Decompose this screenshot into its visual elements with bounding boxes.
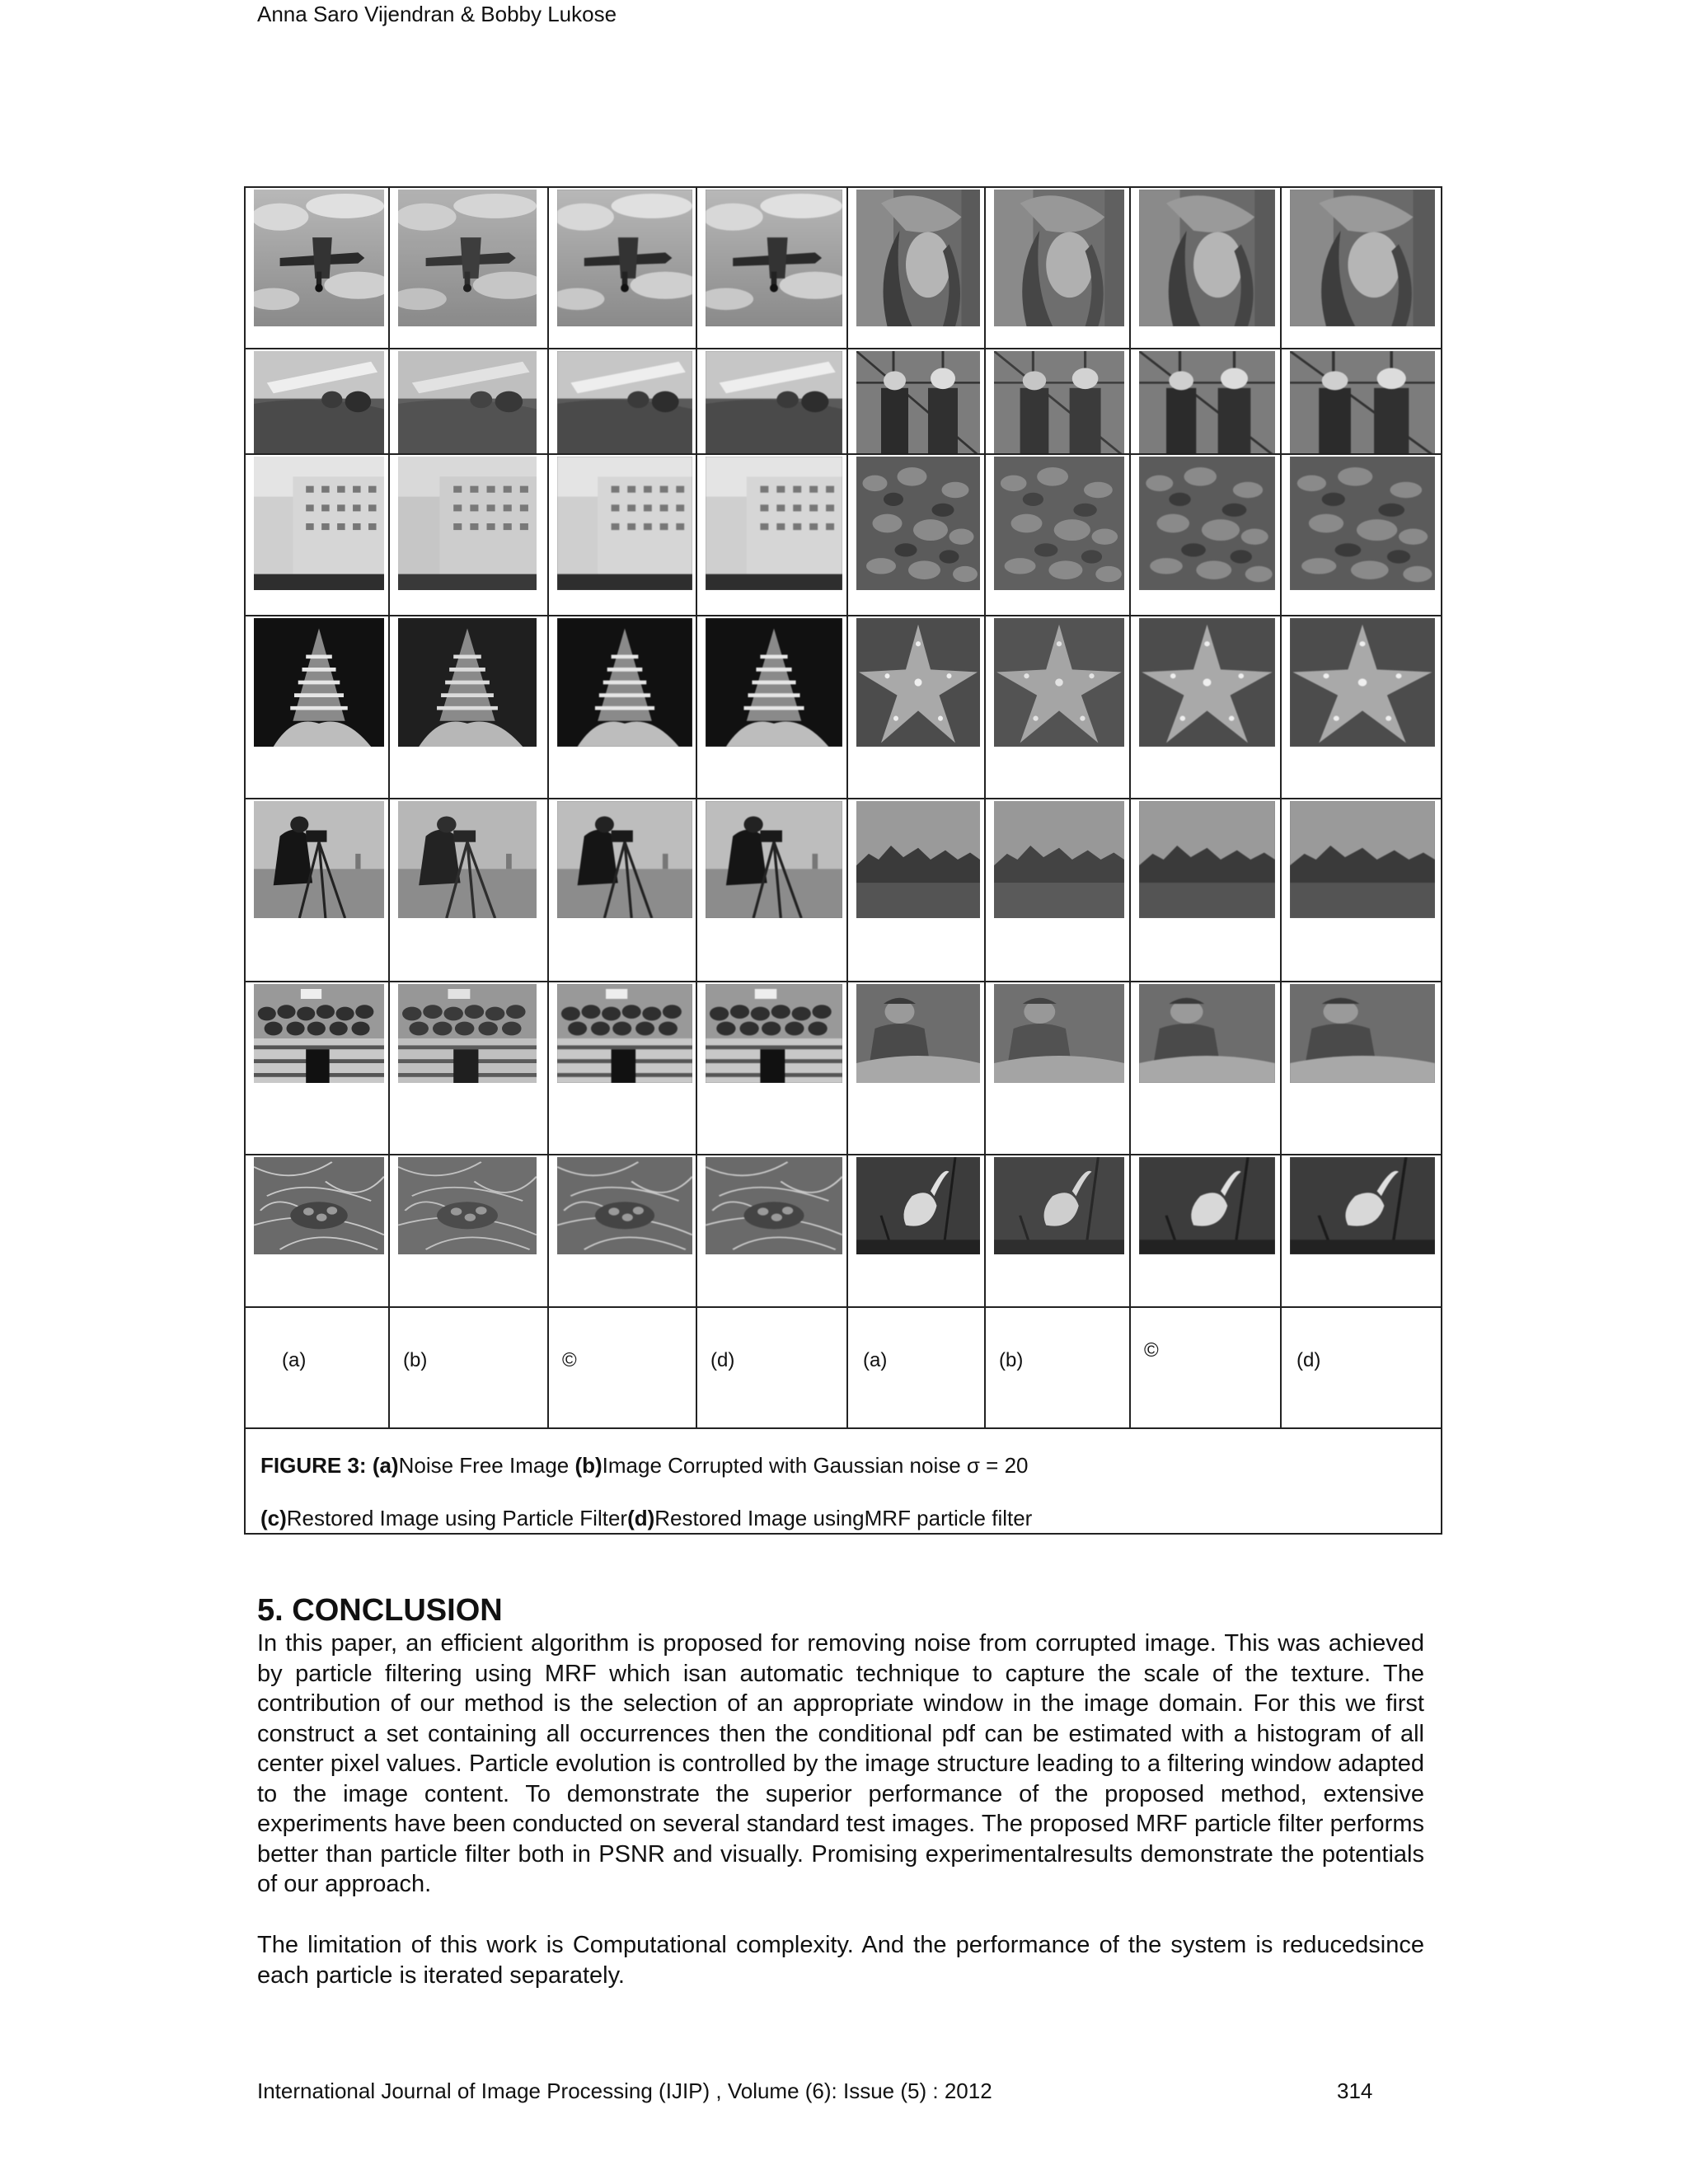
thumbnail-building [706, 457, 842, 590]
thumbnail-foliage-texture [856, 457, 980, 590]
thumbnail-airplane-in-clouds [254, 190, 384, 326]
image-cell [1281, 799, 1442, 982]
thumbnail-starfish [1290, 618, 1435, 747]
image-cell [985, 799, 1130, 982]
image-cell [696, 454, 847, 616]
thumbnail-lena-portrait [1139, 190, 1275, 326]
image-row [245, 454, 1442, 616]
column-label-b: (b) [999, 1349, 1024, 1371]
image-cell [1130, 1155, 1281, 1307]
caption-b-key: (b) [574, 1453, 603, 1478]
thumbnail-cameraman [706, 801, 842, 918]
caption-a-text: Noise Free Image [398, 1453, 575, 1478]
image-cell [1130, 982, 1281, 1155]
image-cell [696, 187, 847, 349]
figure-caption [245, 1428, 1442, 1534]
thumbnail-foliage-texture [994, 457, 1124, 590]
caption-c-key: (c) [260, 1506, 287, 1530]
thumbnail-crashed-plane [254, 351, 384, 454]
image-cell [548, 616, 696, 799]
caption-b-text: Image Corrupted with Gaussian noise σ = 20 [602, 1453, 1029, 1478]
thumbnail-egret-bird [1290, 1157, 1435, 1254]
image-row [245, 616, 1442, 799]
thumbnail-lena-portrait [994, 190, 1124, 326]
column-label-b: (b) [403, 1349, 428, 1371]
image-cell [245, 1155, 389, 1307]
thumbnail-foliage-texture [1290, 457, 1435, 590]
image-cell [847, 454, 985, 616]
image-cell [548, 454, 696, 616]
image-cell [985, 187, 1130, 349]
thumbnail-foliage-texture [1139, 457, 1275, 590]
thumbnail-fruit-stand [557, 984, 692, 1083]
column-label-c: © [1144, 1339, 1159, 1361]
running-head-authors: Anna Saro Vijendran & Bobby Lukose [257, 2, 617, 26]
image-row [245, 187, 1442, 349]
caption-line-2 [260, 1503, 1032, 1533]
caption-a-key: (a) [372, 1453, 399, 1478]
image-cell [1281, 349, 1442, 454]
thumbnail-coral-sea-creature [557, 618, 692, 747]
caption-c-text: Restored Image using Particle Filter [286, 1506, 628, 1530]
image-cell [389, 349, 548, 454]
image-cell [548, 349, 696, 454]
section-heading-conclusion: 5. CONCLUSION [257, 1593, 503, 1628]
image-cell [245, 982, 389, 1155]
image-row [245, 982, 1442, 1155]
caption-line-1 [260, 1451, 1029, 1480]
image-cell [847, 187, 985, 349]
image-cell [1281, 982, 1442, 1155]
image-cell [1281, 1155, 1442, 1307]
image-cell [696, 349, 847, 454]
thumbnail-airplane-in-clouds [557, 190, 692, 326]
image-cell [389, 799, 548, 982]
image-cell [1130, 616, 1281, 799]
image-cell [985, 454, 1130, 616]
thumbnail-two-workers-with-helmets [994, 351, 1124, 454]
image-cell [985, 349, 1130, 454]
thumbnail-starfish [856, 618, 980, 747]
thumbnail-coral-sea-creature [706, 618, 842, 747]
thumbnail-egret-bird [1139, 1157, 1275, 1254]
thumbnail-building [398, 457, 537, 590]
thumbnail-starfish [994, 618, 1124, 747]
footer-page-number: 314 [1337, 2079, 1373, 2103]
image-cell [389, 187, 548, 349]
image-cell [847, 982, 985, 1155]
column-label-row [245, 1307, 1442, 1428]
column-label-cell [1130, 1307, 1281, 1428]
image-cell [548, 1155, 696, 1307]
caption-row [245, 1428, 1442, 1534]
caption-d-key: (d) [627, 1506, 655, 1530]
column-label-cell [245, 1307, 389, 1428]
image-cell [245, 349, 389, 454]
image-cell [985, 1155, 1130, 1307]
image-cell [847, 349, 985, 454]
image-row [245, 1155, 1442, 1307]
thumbnail-fruit-stand [398, 984, 537, 1083]
thumbnail-bird-nest-grass [398, 1157, 537, 1254]
thumbnail-airplane-in-clouds [398, 190, 537, 326]
image-cell [847, 616, 985, 799]
image-cell [847, 1155, 985, 1307]
thumbnail-lena-portrait [856, 190, 980, 326]
thumbnail-coral-sea-creature [398, 618, 537, 747]
conclusion-paragraph-1: In this paper, an efficient algorithm is proposed for removing noise from corrupted image. This was achieved by particle filtering using MRF which isan automatic technique to capture the scale of the texture. The contribution of our method is the selection of an appropriate window in the image domain. For this we first construct a set containing all occurrences then the conditional pdf can be estimated with a histogram of all center pixel values. Particle evolution is controlled by the image structure leading to a filtering window adapted to the image content. To demonstrate the superior performance of the proposed method, extensive experiments have been conducted on several standard test images. The proposed MRF particle filter performs better than particle filter both in PSNR and visually. Promising experimentalresults demonstrate the potentials of our approach. [257, 1630, 1424, 1897]
image-cell [389, 454, 548, 616]
image-cell [847, 799, 985, 982]
image-cell [1130, 187, 1281, 349]
column-label-cell [847, 1307, 985, 1428]
column-label-cell [389, 1307, 548, 1428]
image-cell [245, 799, 389, 982]
thumbnail-crashed-plane [557, 351, 692, 454]
caption-prefix: FIGURE 3: [260, 1453, 367, 1478]
thumbnail-lena-portrait [1290, 190, 1435, 326]
thumbnail-fruit-stand [706, 984, 842, 1083]
thumbnail-two-workers-with-helmets [856, 351, 980, 454]
image-cell [1130, 454, 1281, 616]
thumbnail-building [557, 457, 692, 590]
thumbnail-cameraman [557, 801, 692, 918]
image-cell [548, 187, 696, 349]
thumbnail-crashed-plane [706, 351, 842, 454]
column-label-cell [548, 1307, 696, 1428]
thumbnail-farmer-woman [856, 984, 980, 1083]
image-cell [389, 982, 548, 1155]
image-row [245, 349, 1442, 454]
column-label-cell [696, 1307, 847, 1428]
image-cell [548, 982, 696, 1155]
thumbnail-fruit-stand [254, 984, 384, 1083]
image-cell [1130, 799, 1281, 982]
thumbnail-starfish [1139, 618, 1275, 747]
thumbnail-farmer-woman [1139, 984, 1275, 1083]
image-cell [696, 1155, 847, 1307]
thumbnail-two-workers-with-helmets [1290, 351, 1435, 454]
column-label-a: (a) [863, 1349, 888, 1371]
column-label-a: (a) [282, 1349, 307, 1371]
thumbnail-cameraman [254, 801, 384, 918]
image-cell [696, 799, 847, 982]
image-cell [389, 616, 548, 799]
thumbnail-egret-bird [994, 1157, 1124, 1254]
caption-d-text: Restored Image usingMRF particle filter [654, 1506, 1033, 1530]
column-label-d: (d) [710, 1349, 735, 1371]
thumbnail-bird-nest-grass [706, 1157, 842, 1254]
image-cell [245, 187, 389, 349]
image-cell [985, 616, 1130, 799]
image-cell [245, 616, 389, 799]
figure-3-image-grid [244, 186, 1442, 1535]
image-cell [985, 982, 1130, 1155]
image-cell [696, 616, 847, 799]
conclusion-paragraph-2: The limitation of this work is Computational complexity. And the performance of the system is reducedsince each particle is iterated separately. [257, 1932, 1424, 1989]
image-cell [1281, 187, 1442, 349]
image-cell [1281, 616, 1442, 799]
thumbnail-mountain-landscape [856, 801, 980, 918]
image-cell [389, 1155, 548, 1307]
thumbnail-farmer-woman [1290, 984, 1435, 1083]
thumbnail-mountain-landscape [1290, 801, 1435, 918]
thumbnail-mountain-landscape [994, 801, 1124, 918]
column-label-cell [985, 1307, 1130, 1428]
image-cell [245, 454, 389, 616]
column-label-c: © [562, 1349, 577, 1371]
image-cell [1281, 454, 1442, 616]
image-row [245, 799, 1442, 982]
column-label-cell [1281, 1307, 1442, 1428]
column-label-d: (d) [1296, 1349, 1321, 1371]
image-cell [548, 799, 696, 982]
thumbnail-cameraman [398, 801, 537, 918]
thumbnail-crashed-plane [398, 351, 537, 454]
thumbnail-egret-bird [856, 1157, 980, 1254]
thumbnail-coral-sea-creature [254, 618, 384, 747]
thumbnail-bird-nest-grass [557, 1157, 692, 1254]
thumbnail-mountain-landscape [1139, 801, 1275, 918]
image-grid-body [245, 187, 1442, 1307]
image-cell [696, 982, 847, 1155]
thumbnail-farmer-woman [994, 984, 1124, 1083]
footer-journal-citation: International Journal of Image Processing (IJIP) , Volume (6): Issue (5) : 2012 [257, 2079, 992, 2103]
thumbnail-two-workers-with-helmets [1139, 351, 1275, 454]
thumbnail-airplane-in-clouds [706, 190, 842, 326]
thumbnail-building [254, 457, 384, 590]
image-cell [1130, 349, 1281, 454]
thumbnail-bird-nest-grass [254, 1157, 384, 1254]
